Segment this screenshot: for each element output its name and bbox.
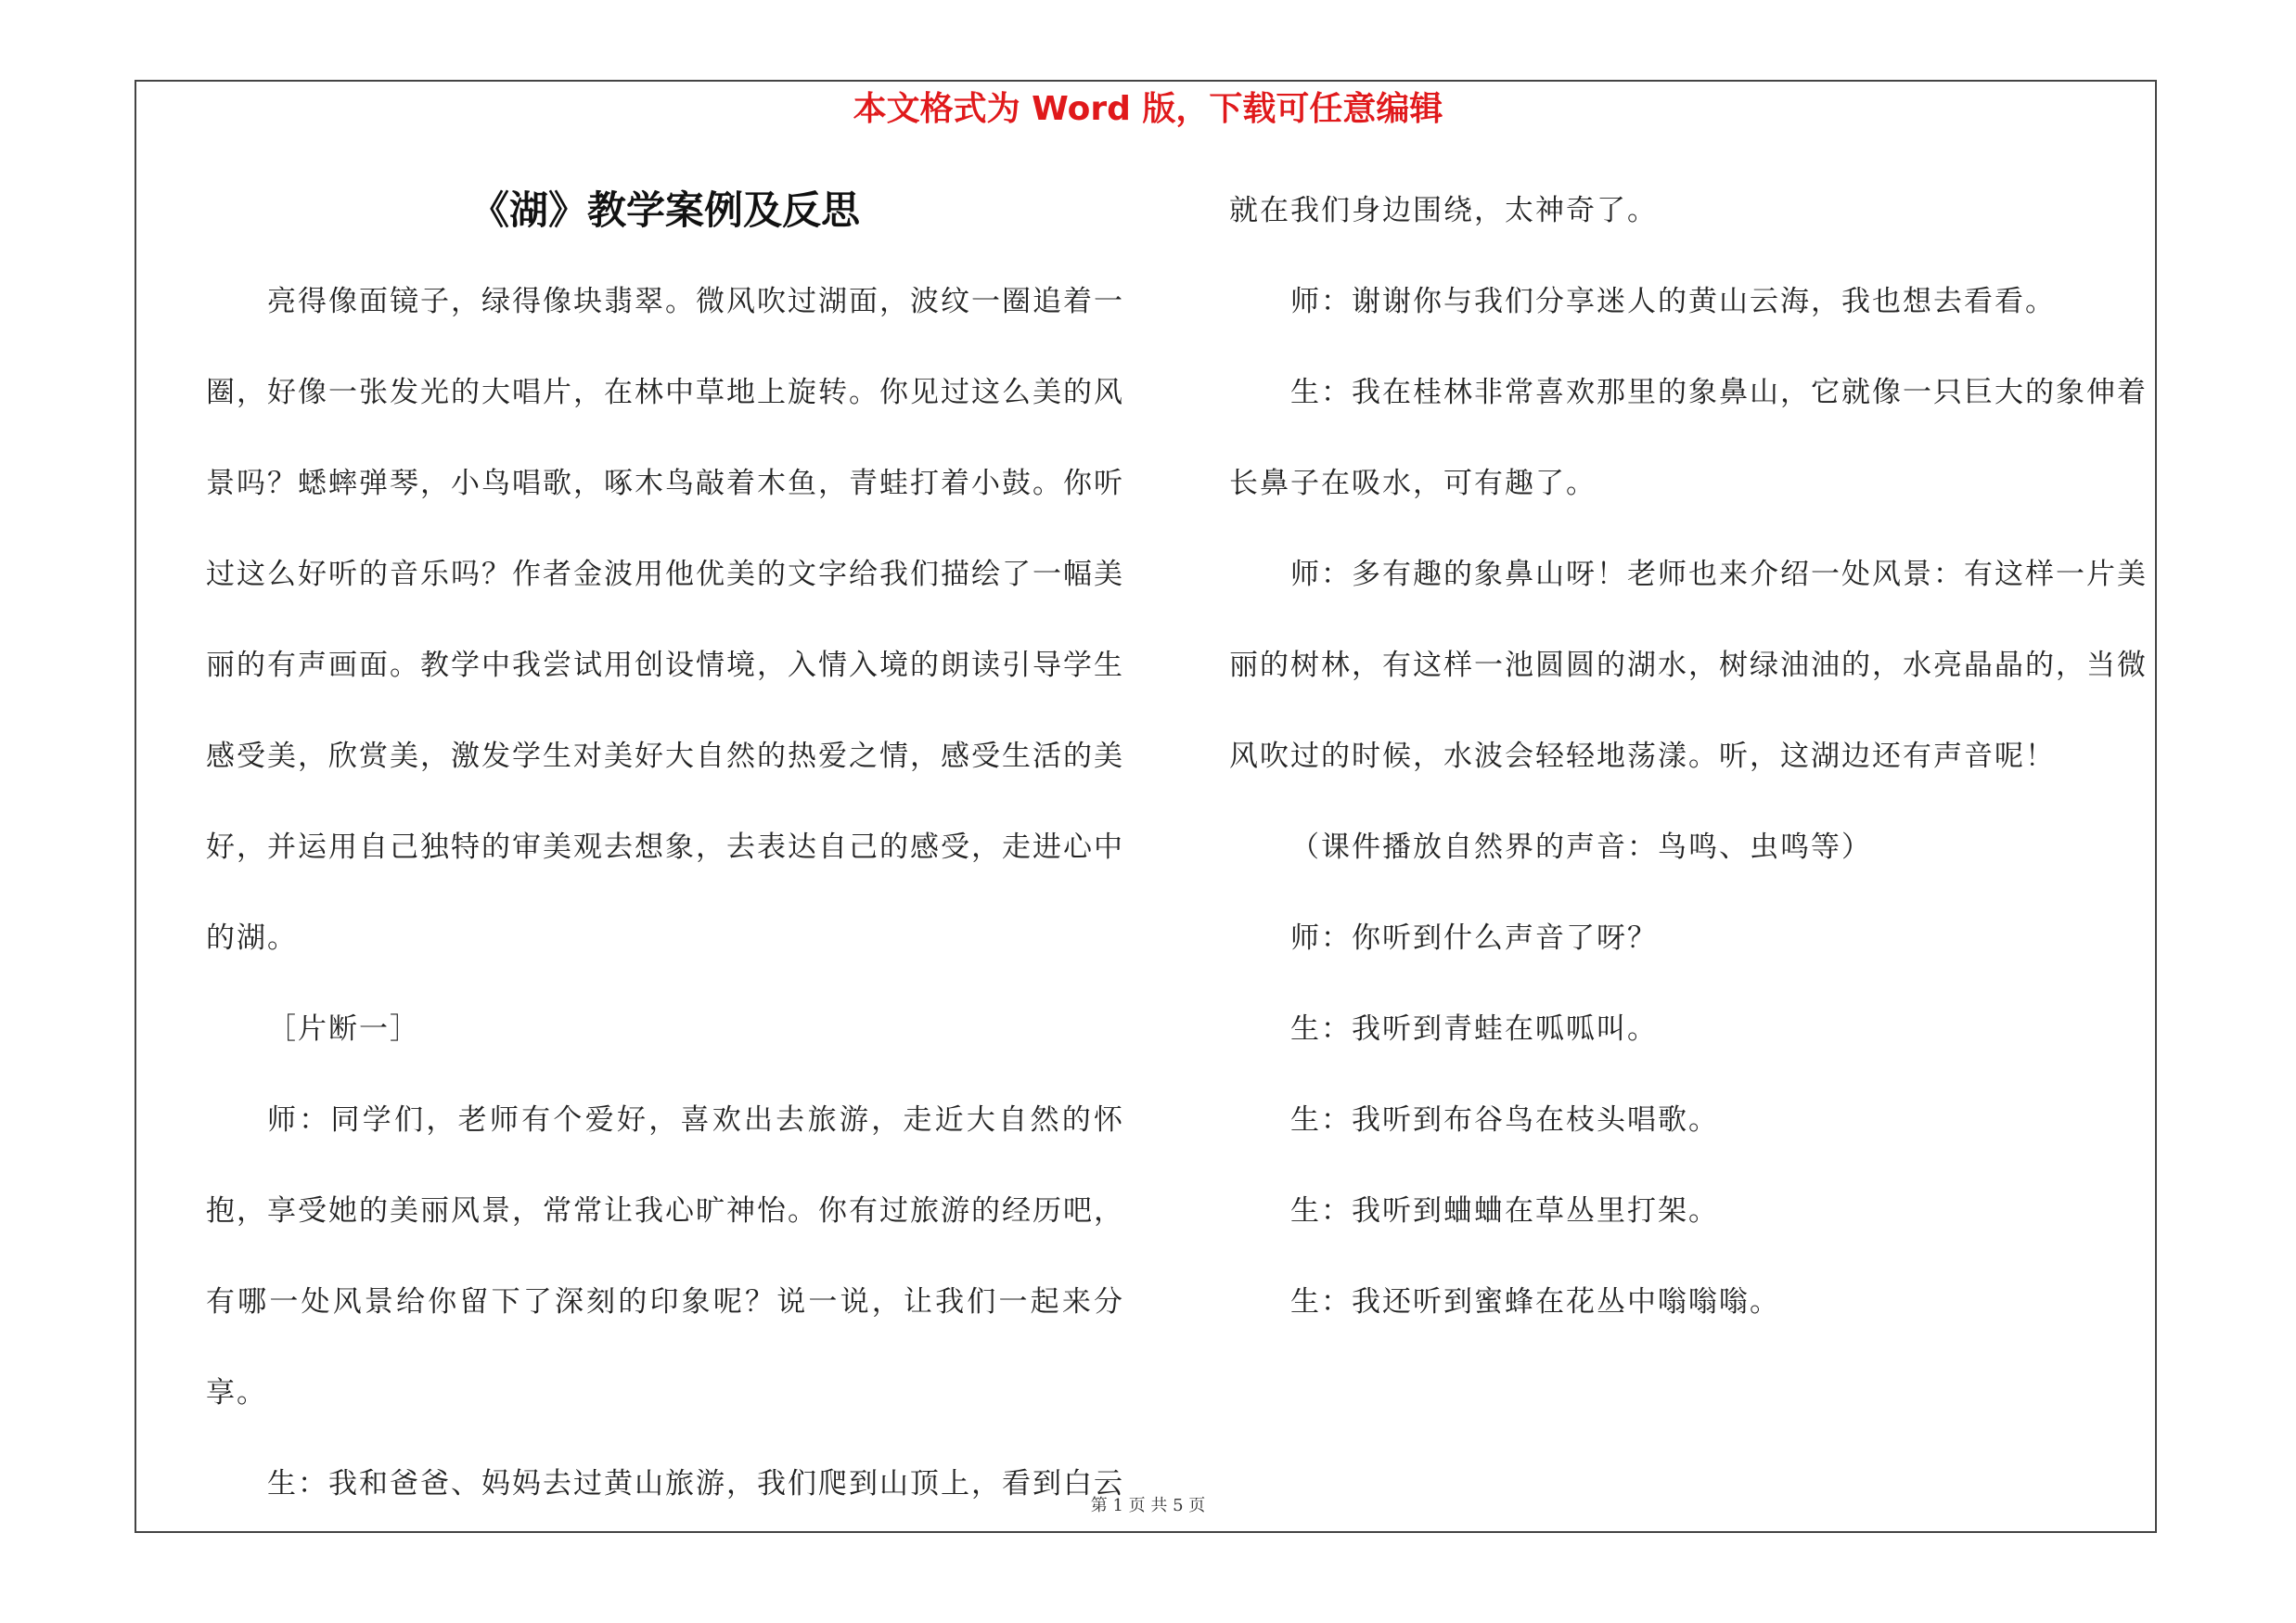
left-column xyxy=(206,165,1124,1529)
paragraph: ［片断一］ xyxy=(267,1012,420,1046)
format-banner: 本文格式为 Word 版，下载可任意编辑 xyxy=(853,90,1443,128)
paragraph: 生：我听到青蛙在呱呱叫。 xyxy=(1290,1012,1658,1046)
paragraph: 师：你听到什么声音了呀？ xyxy=(1290,921,1658,955)
paragraph: 亮得像面镜子，绿得像块翡翠。微风吹过湖面，波纹一圈追着一圈，好像一张发光的大唱片，在林中草地上旋转。你见过这么美的风景吗？蟋蟀弹琴，小鸟唱歌，啄木鸟敲着木鱼，青蛙打着小鼓。你听过这么好听的音乐吗？作者金波用他优美的文字给我们描绘了一幅美丽的有声画面。教学中我尝试用创设情境，入情入境的朗读引导学生感受美，欣赏美，激发学生对美好大自然的热爱之情，感受生活的美好，并运用自己独特的审美观去想象，去表达自己的感受，走进心中的湖。 xyxy=(206,285,1124,955)
page-footer: 第 1 页 共 5 页 xyxy=(1090,1496,1206,1515)
right-column xyxy=(1229,165,2148,1347)
paragraph: 生：我听到蛐蛐在草丛里打架。 xyxy=(1290,1194,1719,1228)
paragraph: 师：多有趣的象鼻山呀！老师也来介绍一处风景：有这样一片美丽的树林，有这样一池圆圆的湖水，树绿油油的，水亮晶晶的，当微风吹过的时候，水波会轻轻地荡漾。听，这湖边还有声音呢！ xyxy=(1229,558,2148,773)
document-title: 《湖》教学案例及反思 xyxy=(469,187,860,233)
paragraph: 生：我和爸爸、妈妈去过黄山旅游，我们爬到山顶上，看到白云 xyxy=(267,1467,1124,1501)
paragraph: （课件播放自然界的声音：鸟鸣、虫鸣等） xyxy=(1290,831,1872,864)
paragraph: 师：同学们，老师有个爱好，喜欢出去旅游，走近大自然的怀抱，享受她的美丽风景，常常让我心旷神怡。你有过旅游的经历吧，有哪一处风景给你留下了深刻的印象呢？说一说，让我们一起来分享。 xyxy=(206,1103,1124,1410)
paragraph: 就在我们身边围绕，太神奇了。 xyxy=(1229,194,1658,227)
paragraph: 生：我听到布谷鸟在枝头唱歌。 xyxy=(1290,1103,1719,1137)
paragraph: 生：我还听到蜜蜂在花丛中嗡嗡嗡。 xyxy=(1290,1285,1780,1319)
paragraph: 师：谢谢你与我们分享迷人的黄山云海，我也想去看看。 xyxy=(1290,285,2056,318)
right-column-body xyxy=(1229,165,2148,1347)
left-column-body xyxy=(206,256,1124,1529)
paragraph: 生：我在桂林非常喜欢那里的象鼻山，它就像一只巨大的象伸着长鼻子在吸水，可有趣了。 xyxy=(1229,376,2148,500)
